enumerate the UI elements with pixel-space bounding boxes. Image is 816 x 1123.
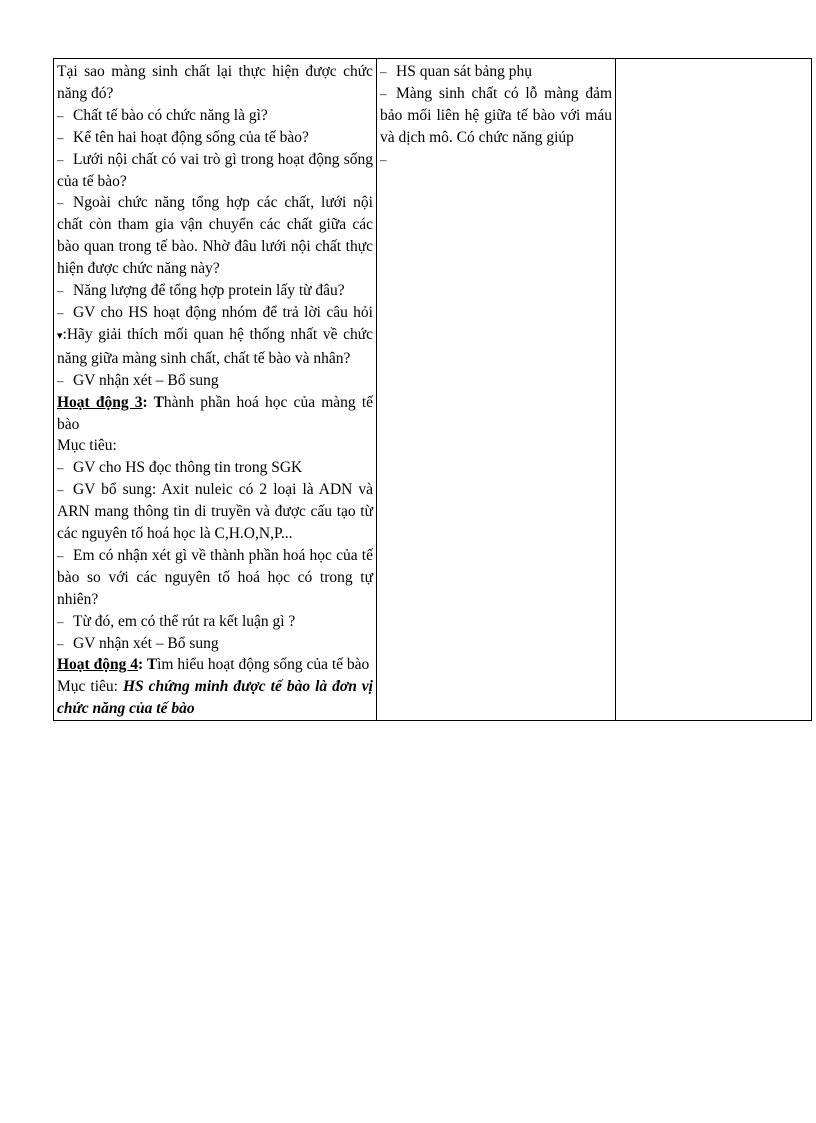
notes-cell xyxy=(616,59,812,721)
objective-paragraph: Mục tiêu: HS chứng minh được tế bào là đơn vị chức năng của tế bào xyxy=(57,678,373,718)
activity-heading: Hoạt động 3: Thành phần hoá học của màng tế bào xyxy=(57,393,373,433)
paragraph: – Năng lượng để tổng hợp protein lấy từ đâu? xyxy=(57,280,373,302)
paragraph: – Lưới nội chất có vai trò gì trong hoạt động sống của tế bào? xyxy=(57,150,373,190)
paragraph: – GV cho HS đọc thông tin trong SGK xyxy=(57,457,373,479)
dash-marker: – xyxy=(57,372,64,388)
paragraph: – GV bổ sung: Axit nuleic có 2 loại là ADN và ARN mang thông tin di truyền và được cấu tạo từ các nguyên tố hoá học là C,H.O,N,P... xyxy=(57,481,373,543)
dash-marker: – xyxy=(57,482,64,498)
paragraph: – Chất tế bào có chức năng là gì? xyxy=(57,105,373,127)
arrow-down-icon: ▾ xyxy=(57,329,63,342)
table-row xyxy=(54,59,812,721)
student-activity-cell xyxy=(377,59,616,721)
paragraph: – Kể tên hai hoạt động sống của tế bào? xyxy=(57,127,373,149)
dash-marker: – xyxy=(57,304,64,320)
paragraph: – Màng sinh chất có lỗ màng đảm bảo mối liên hệ giữa tế bào với máu và dịch mô. Có chức năng giúp xyxy=(380,84,612,146)
teacher-activity-cell xyxy=(54,59,377,721)
dash-marker: – xyxy=(57,283,64,299)
paragraph: – Em có nhận xét gì về thành phần hoá học của tế bào so với các nguyên tố hoá học có trong tự nhiên? xyxy=(57,546,373,608)
dash-marker: – xyxy=(380,64,387,79)
paragraph: – GV nhận xét – Bổ sung xyxy=(57,370,373,392)
dash-marker: – xyxy=(380,151,387,167)
objective-label: Mục tiêu: xyxy=(57,437,117,455)
dash-marker: – xyxy=(57,107,64,123)
dash-marker: – xyxy=(57,613,64,629)
dash-marker: – xyxy=(57,151,64,167)
paragraph: Tại sao màng sinh chất lại thực hiện được chức năng đó? xyxy=(57,63,373,102)
paragraph: – Ngoài chức năng tổng hợp các chất, lưới nội chất còn tham gia vận chuyển các chất giữa các bào quan trong tế bào. Nhờ đâu lưới nội chất thực hiện được chức năng này? xyxy=(57,194,373,278)
paragraph: – GV cho HS hoạt động nhóm để trả lời câu hỏi ▾:Hãy giải thích mối quan hệ thống nhất về chức năng giữa màng sinh chất, chất tế bào và nhân? xyxy=(57,303,373,367)
dash-marker: – xyxy=(57,635,64,651)
activity-heading: Hoạt động 4: Tìm hiểu hoạt động sống của tế bào xyxy=(57,656,370,674)
dash-marker: – xyxy=(57,547,64,563)
dash-marker: – xyxy=(57,460,64,476)
paragraph: – Từ đó, em có thể rút ra kết luận gì ? xyxy=(57,611,373,633)
paragraph: – GV nhận xét – Bổ sung xyxy=(57,633,373,655)
lesson-table xyxy=(53,58,812,721)
dash-marker: – xyxy=(57,195,64,211)
paragraph: – HS quan sát bảng phụ xyxy=(380,61,612,83)
dash-marker: – xyxy=(57,129,64,145)
paragraph xyxy=(380,149,612,171)
dash-marker: – xyxy=(380,85,387,101)
